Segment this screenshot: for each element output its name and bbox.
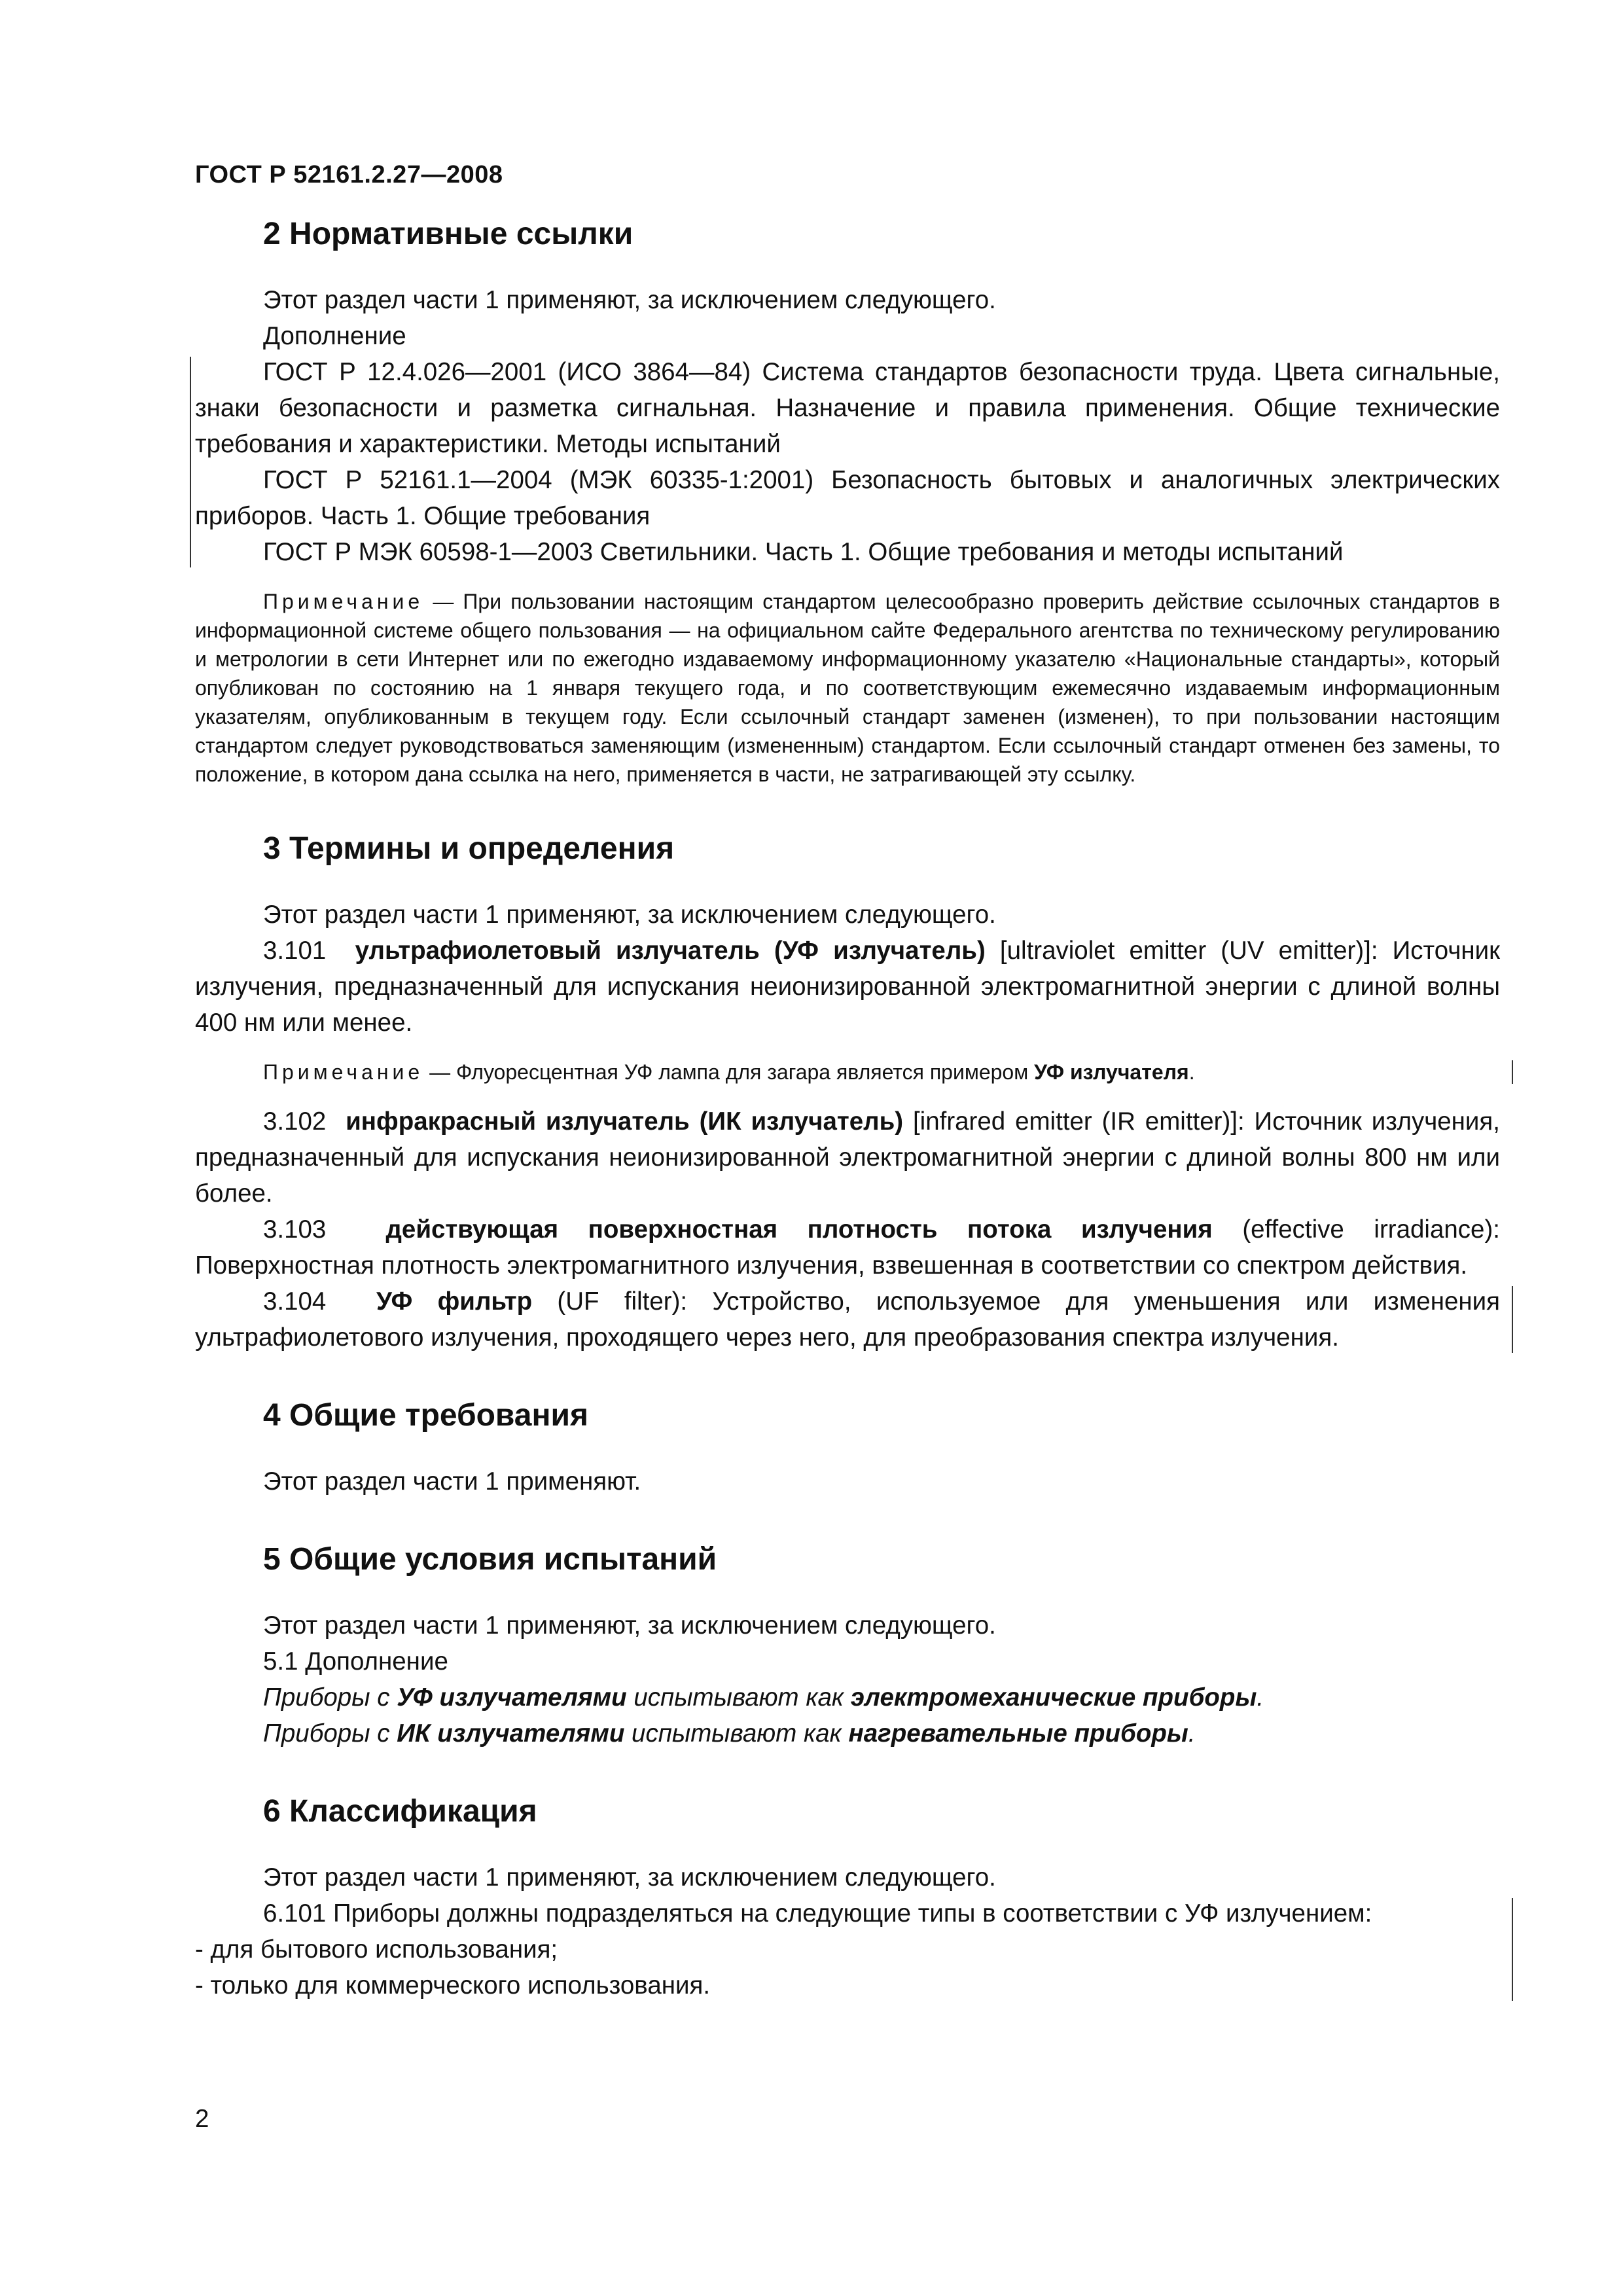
text-part: . bbox=[1257, 1683, 1264, 1712]
term-3-104 bbox=[195, 1283, 1500, 1355]
section-5-intro: Этот раздел части 1 применяют, за исключением следующего. bbox=[263, 1611, 996, 1640]
text-part: испытывают как bbox=[632, 1719, 842, 1748]
section-4 bbox=[195, 1397, 1500, 1499]
section-3-title: 3 Термины и определения bbox=[263, 831, 675, 866]
section-2-title: 2 Нормативные ссылки bbox=[263, 217, 633, 251]
term-number: 3.103 bbox=[263, 1215, 327, 1244]
document-body bbox=[195, 216, 1500, 2003]
note-text: — Флуоресцентная УФ лампа для загара является примером bbox=[429, 1060, 1029, 1084]
term-name: действующая поверхностная плотность потока излучения bbox=[385, 1215, 1213, 1244]
text-part: Приборы с bbox=[263, 1719, 390, 1748]
reference-1: ГОСТ Р 12.4.026—2001 (ИСО 3864—84) Система стандартов безопасности труда. Цвета сигнальные, знаки безопасности и разметка сигнальная. Назначение и правила применения. Общие технические требования и характеристики. Методы испытаний bbox=[195, 358, 1500, 458]
clause-6-101: 6.101 Приборы должны подразделяться на следующие типы в соответствии с УФ излучением: bbox=[263, 1899, 1372, 1928]
term-definition: [ultraviolet emitter (UV emitter)]: Источник излучения, предназначенный для испускания неионизированной электромагнитной энергии с длиной волны 400 нм или менее. bbox=[195, 937, 1500, 1037]
page-number: 2 bbox=[195, 2105, 209, 2133]
term-number: 3.101 bbox=[263, 937, 327, 965]
section-5-1-addition: 5.1 Дополнение bbox=[263, 1647, 448, 1676]
term-name: УФ фильтр bbox=[376, 1287, 533, 1316]
section-2-addition: Дополнение bbox=[263, 322, 406, 350]
term-3-101 bbox=[195, 933, 1500, 1041]
section-6 bbox=[195, 1793, 1500, 2003]
list-item: - только для коммерческого использования. bbox=[195, 1971, 711, 2000]
term-3-102 bbox=[195, 1103, 1500, 1211]
term-name: инфракрасный излучатель (ИК излучатель) bbox=[346, 1107, 904, 1136]
text-part: испытывают как bbox=[633, 1683, 844, 1712]
emitter-type: ИК излучателями bbox=[397, 1719, 625, 1748]
section-2-intro: Этот раздел части 1 применяют, за исключением следующего. bbox=[263, 286, 996, 314]
section-5 bbox=[195, 1541, 1500, 1751]
reference-3: ГОСТ Р МЭК 60598-1—2003 Светильники. Часть 1. Общие требования и методы испытаний bbox=[263, 538, 1344, 566]
section-3-intro: Этот раздел части 1 применяют, за исключением следующего. bbox=[263, 901, 996, 929]
emitter-type: УФ излучателями bbox=[397, 1683, 627, 1712]
section-5-line-uv bbox=[195, 1679, 1500, 1715]
section-3 bbox=[195, 831, 1500, 1355]
note-end: . bbox=[1188, 1060, 1195, 1084]
term-definition: [infrared emitter (IR emitter)]: Источник излучения, предназначенный для испускания неионизированной электромагнитной энергии с длиной волны 800 нм или более. bbox=[195, 1107, 1500, 1208]
section-6-intro: Этот раздел части 1 применяют, за исключением следующего. bbox=[263, 1863, 996, 1892]
reference-2: ГОСТ Р 52161.1—2004 (МЭК 60335-1:2001) Безопасность бытовых и аналогичных электрических приборов. Часть 1. Общие требования bbox=[195, 466, 1500, 530]
term-definition: (effective irradiance): Поверхностная плотность электромагнитного излучения, взвешенная в соответствии со спектром действия. bbox=[195, 1215, 1500, 1280]
section-6-title: 6 Классификация bbox=[263, 1794, 537, 1829]
section-2-note bbox=[195, 587, 1500, 789]
note-text: — При пользовании настоящим стандартом целесообразно проверить действие ссылочных стандартов в информационной системе общего пользования — на официальном сайте Федерального агентства по техническому регулированию и метрологии в сети Интернет или по ежегодно издаваемому информационному указателю «Национальные стандарты», который опубликован по состоянию на 1 января текущего года, и по соответствующим ежемесячно издаваемым информационным указателям, опубликованным в текущем году. Если ссылочный стандарт заменен (изменен), то при пользовании настоящим стандартом следует руководствоваться заменяющим (измененным) стандартом. Если ссылочный стандарт отменен без замены, то положение, в котором дана ссылка на него, применяется в части, не затрагивающей эту ссылку. bbox=[195, 590, 1501, 786]
list-item: - для бытового использования; bbox=[195, 1935, 558, 1964]
section-3-note bbox=[195, 1058, 1500, 1086]
term-number: 3.104 bbox=[263, 1287, 327, 1316]
text-part: Приборы с bbox=[263, 1683, 390, 1712]
section-2-references bbox=[195, 354, 1500, 570]
section-5-title: 5 Общие условия испытаний bbox=[263, 1542, 717, 1577]
term-definition: (UF filter): Устройство, используемое для уменьшения или изменения ультрафиолетового излучения, проходящего через него, для преобразования спектра излучения. bbox=[195, 1287, 1500, 1352]
section-5-line-ir bbox=[195, 1715, 1500, 1751]
text-part: . bbox=[1188, 1719, 1196, 1748]
section-4-intro: Этот раздел части 1 применяют. bbox=[263, 1467, 641, 1496]
note-label: Примечание bbox=[263, 1060, 424, 1084]
appliance-type: электромеханические приборы bbox=[850, 1683, 1257, 1712]
term-3-103 bbox=[195, 1211, 1500, 1283]
note-bold-term: УФ излучателя bbox=[1034, 1060, 1189, 1084]
section-6-classification bbox=[195, 1895, 1500, 2003]
note-label: Примечание bbox=[263, 590, 424, 613]
document-header: ГОСТ Р 52161.2.27—2008 bbox=[195, 161, 503, 188]
term-number: 3.102 bbox=[263, 1107, 327, 1136]
term-name: ультрафиолетовый излучатель (УФ излучатель) bbox=[355, 937, 986, 965]
section-2 bbox=[195, 216, 1500, 789]
appliance-type: нагревательные приборы bbox=[848, 1719, 1188, 1748]
section-4-title: 4 Общие требования bbox=[263, 1398, 588, 1433]
